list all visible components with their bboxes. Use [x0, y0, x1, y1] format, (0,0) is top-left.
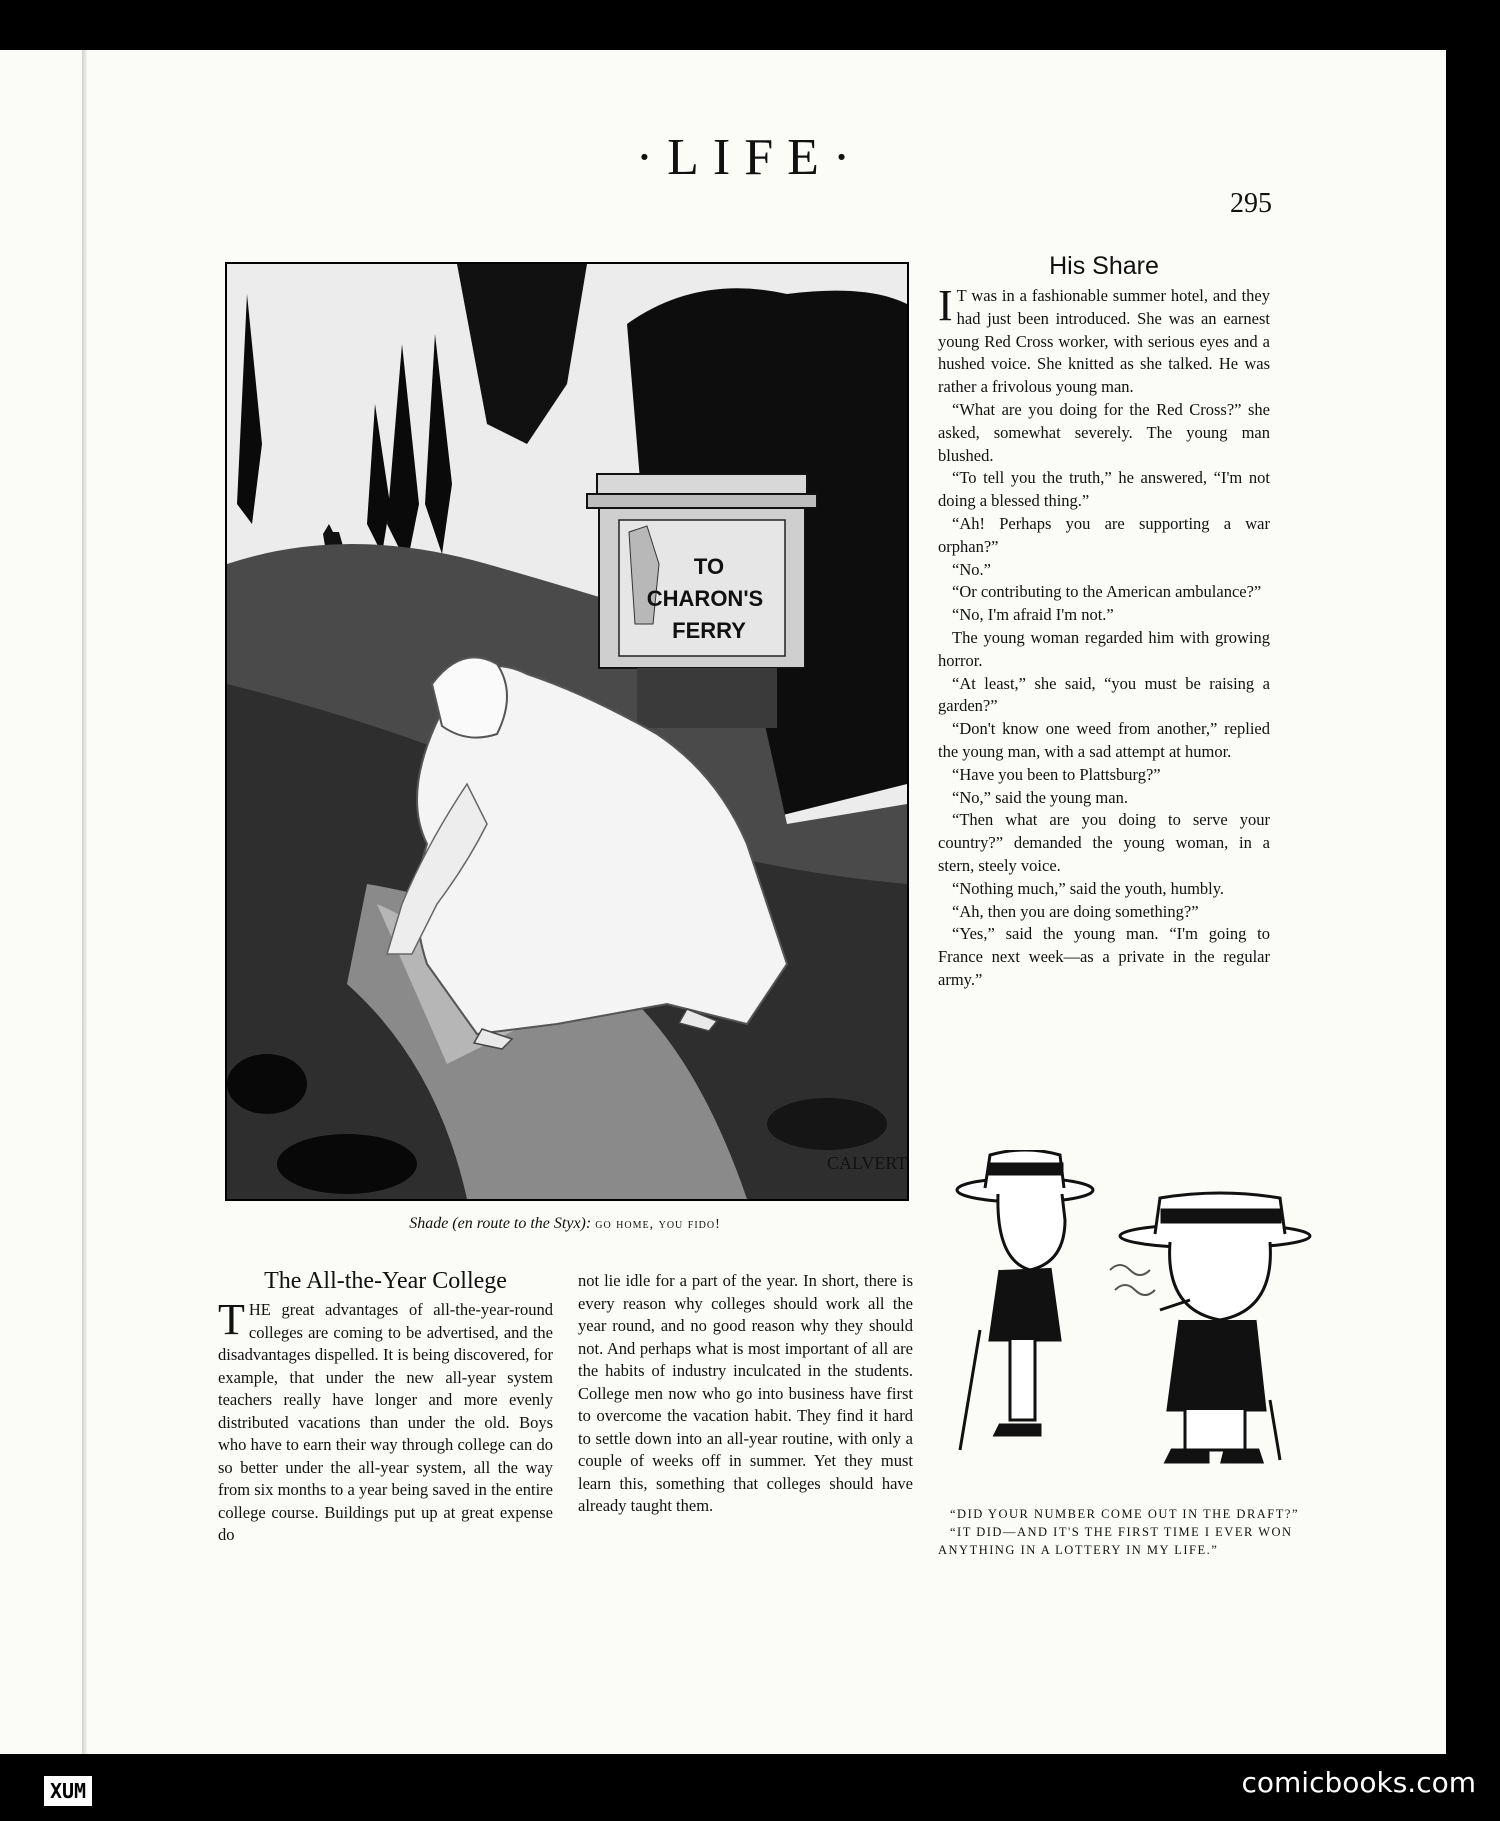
- share-paragraph: “No, I'm afraid I'm not.”: [952, 605, 1114, 625]
- share-paragraph: “Ah! Perhaps you are supporting a war orphan?”: [938, 513, 1270, 556]
- sign-text-ferry: FERRY: [672, 618, 746, 643]
- sign-text-to: TO: [693, 554, 725, 579]
- cartoon-drawing: [940, 1150, 1330, 1490]
- share-paragraph: “Have you been to Plattsburg?”: [952, 764, 1161, 784]
- top-scan-border: [0, 0, 1500, 50]
- share-paragraph: “At least,” she said, “you must be raising a garden?”: [938, 673, 1270, 716]
- cartoon-caption: [938, 1505, 1323, 1559]
- rock: [277, 1134, 417, 1194]
- illustration-caption: [225, 1215, 905, 1233]
- page-gutter: [82, 50, 88, 1754]
- site-watermark: comicbooks.com: [1241, 1766, 1476, 1799]
- share-paragraph: “Nothing much,” said the youth, humbly.: [952, 878, 1225, 898]
- share-paragraph: “Don't know one weed from another,” replied the young man, with a sad attempt at humor.: [938, 719, 1270, 761]
- caption-small-caps: go home, you fido!: [595, 1217, 721, 1232]
- page-number: 295: [1230, 188, 1272, 219]
- college-paragraph-1: [218, 1295, 553, 1547]
- share-paragraph: “To tell you the truth,” he answered, “I'm not doing a blessed thing.”: [938, 468, 1270, 511]
- his-share-title: His Share: [1049, 252, 1159, 280]
- cartoon-caption-line2: “IT DID—AND IT'S THE FIRST TIME I EVER WON ANYTHING IN A LOTTERY IN MY LIFE.”: [938, 1525, 1293, 1557]
- cartoon-caption-line1: “DID YOUR NUMBER COME OUT IN THE DRAFT?”: [950, 1507, 1299, 1521]
- share-paragraph: “What are you doing for the Red Cross?” she asked, somewhat severely. The young man blushed.: [938, 399, 1270, 465]
- college-article-col1: [218, 1268, 553, 1547]
- share-paragraph: “No.”: [952, 559, 991, 579]
- rock: [227, 1054, 307, 1114]
- share-paragraph: “Then what are you doing to serve your country?” demanded the young woman, in a stern, steely voice.: [938, 810, 1270, 875]
- college-text-1: HE great advantages of all-the-year-round colleges are coming to be advertised, and the disadvantages dispelled. It is being discovered, for example, that under the new all-year system teachers really have longer and more evenly distributed vacations than under the old. Boys who have to earn their way through college can do so better under the all-year system, all the way from six months to a year being saved in the entire college course. Buildings put up at great expense do: [218, 1300, 553, 1544]
- his-share-article: [938, 252, 1270, 992]
- rock: [767, 1098, 887, 1150]
- share-paragraph: “Yes,” said the young man. “I'm going to France next week—as a private in the regular army.”: [938, 924, 1270, 989]
- share-paragraph: [938, 281, 1270, 399]
- share-paragraph: “Ah, then you are doing something?”: [952, 901, 1199, 921]
- share-dropcap: I: [938, 281, 953, 330]
- sign-text-charons: CHARON'S: [646, 586, 764, 611]
- share-text: T was in a fashionable summer hotel, and they had just been introduced. She was an earnest young Red Cross worker, with serious eyes and a hushed voice. She knitted as she talked. He was rather a frivolous young man.: [938, 286, 1270, 397]
- share-paragraph: The young woman regarded him with growing horror.: [938, 627, 1270, 670]
- college-paragraph-2: not lie idle for a part of the year. In short, there is every reason why colleges should work all the year round, and no good reason why they should not. And perhaps what is most important of all are the habits of industry inculcated in the students. College men now who go into business have first to overcome the vacation habit. They find it hard to settle down into an all-year routine, with only a couple of weeks off in summer. Yet they must learn this, something that colleges should have already taught them.: [578, 1271, 913, 1515]
- caption-italic: Shade (en route to the Styx):: [409, 1215, 592, 1232]
- share-paragraph: “No,” said the young man.: [952, 787, 1128, 807]
- share-paragraph: “Or contributing to the American ambulance?”: [952, 582, 1262, 602]
- college-dropcap: T: [218, 1295, 245, 1344]
- scan-tag: XUM: [42, 1774, 94, 1808]
- masthead: ·LIFE·: [635, 129, 865, 186]
- charons-ferry-illustration: [225, 262, 909, 1201]
- boater-men-cartoon: [940, 1150, 1330, 1490]
- college-article-col2: [578, 1270, 913, 1518]
- college-title: The All-the-Year College: [264, 1268, 507, 1294]
- artist-signature: CALVERT: [827, 1153, 907, 1173]
- illustration-drawing: [227, 264, 907, 1199]
